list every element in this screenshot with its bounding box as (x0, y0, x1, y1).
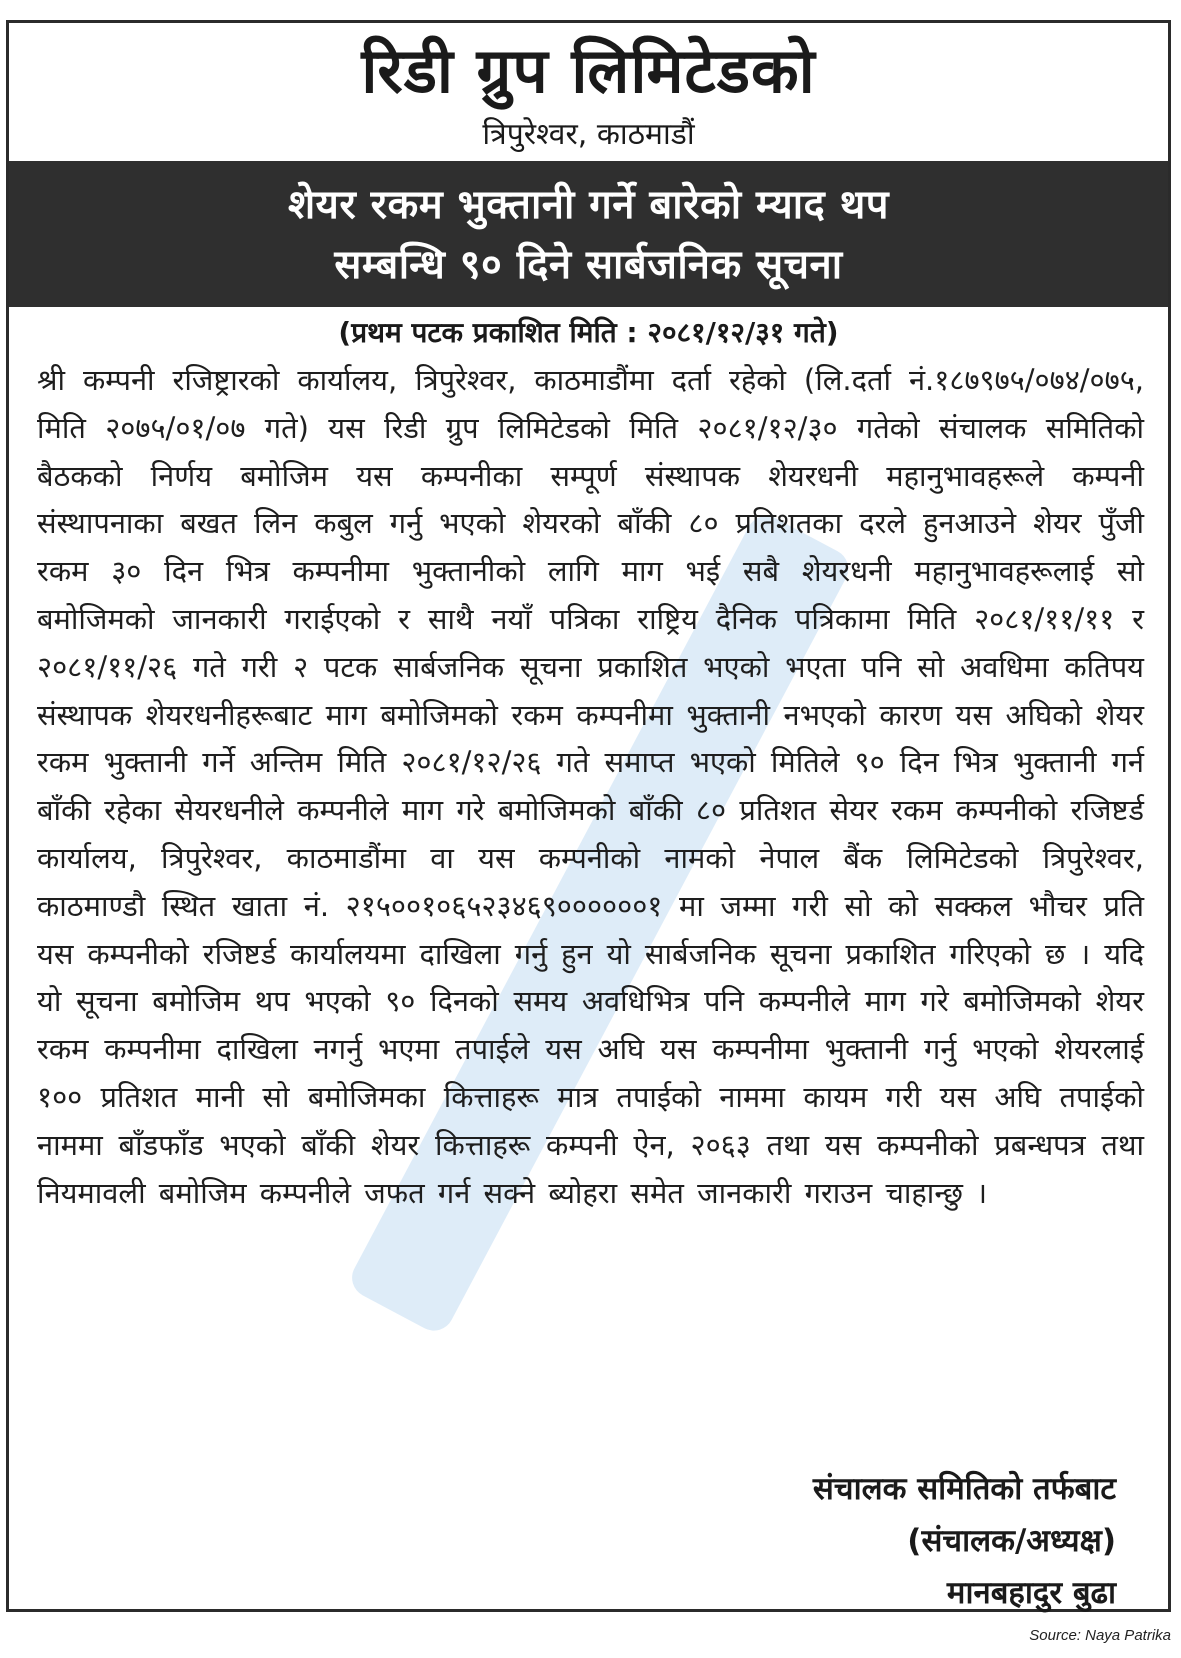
signatory-name: मानबहादुर बुढा (946, 1575, 1116, 1611)
source-credit: Source: Naya Patrika (1029, 1627, 1171, 1644)
notice-title-line-2: सम्बन्धि ९० दिने सार्बजनिक सूचना (334, 242, 843, 288)
signature-on-behalf: संचालक समितिको तर्फबाट (812, 1471, 1116, 1507)
company-address: त्रिपुरेश्वर, काठमाडौं (482, 117, 695, 152)
notice-title-line-1: शेयर रकम भुक्तानी गर्ने बारेको म्याद थप (287, 182, 890, 228)
signature-block (813, 1463, 1116, 1619)
notice-frame (6, 20, 1171, 1612)
publish-date: (प्रथम पटक प्रकाशित मिति : २०८१/१२/३१ गते) (338, 316, 839, 349)
company-name: रिडी ग्रुप लिमिटेडको (361, 34, 816, 107)
signature-designation: (संचालक/अध्यक्ष) (907, 1523, 1116, 1559)
notice-title-band (9, 161, 1168, 307)
notice-body-paragraph: श्री कम्पनी रजिष्ट्रारको कार्यालय, त्रिपुरेश्वर, काठमाडौंमा दर्ता रहेको (लि.दर्ता नं.१८७९७५/०७४/०७५, मिति २०७५/०१/०७ गते) यस रिडी ग्रुप लिमिटेडको मिति २०८१/१२/३० गतेको संचालक समितिको बैठकको निर्णय बमोजिम यस कम्पनीका सम्पूर्ण संस्थापक शेयरधनी महानुभावहरूले कम्पनी संस्थापनाका बखत लिन कबुल गर्नु भएको शेयरको बाँकी ८० प्रतिशतका दरले हुनआउने शेयर पुँजी रकम ३० दिन भित्र कम्पनीमा भुक्तानीको लागि माग भई सबै शेयरधनी महानुभावहरूलाई सो बमोजिमको जानकारी गराईएको र साथै नयाँ पत्रिका राष्ट्रिय दैनिक पत्रिकामा मिति २०८१/११/११ र २०८१/११/२६ गते गरी २ पटक सार्बजनिक सूचना प्रकाशित भएको भएता पनि सो अवधिमा कतिपय संस्थापक शेयरधनीहरूबाट माग बमोजिमको रकम कम्पनीमा भुक्तानी नभएको कारण यस अघिको शेयर रकम भुक्तानी गर्ने अन्तिम मिति २०८१/१२/२६ गते समाप्त भएको मितिले ९० दिन भित्र भुक्तानी गर्न बाँकी रहेका सेयरधनीले कम्पनीले माग गरे बमोजिमको बाँकी ८० प्रतिशत सेयर रकम कम्पनीको रजिष्टर्ड कार्यालय, त्रिपुरेश्वर, काठमाडौंमा वा यस कम्पनीको नामको नेपाल बैंक लिमिटेडको त्रिपुरेश्वर, काठमाण्डौ स्थित खाता नं. २१५००१०६५२३४६९००००००१ मा जम्मा गरी सो को सक्कल भौचर प्रति यस कम्पनीको रजिष्टर्ड कार्यालयमा दाखिला गर्नु हुन यो सार्बजनिक सूचना प्रकाशित गरिएको छ । यदि यो सूचना बमोजिम थप भएको ९० दिनको समय अवधिभित्र पनि कम्पनीले माग गरे बमोजिमको शेयर रकम कम्पनीमा दाखिला नगर्नु भएमा तपाईले यस अघि यस कम्पनीमा भुक्तानी गर्नु भएको शेयरलाई १०० प्रतिशत मानी सो बमोजिमका कित्ताहरू मात्र तपाईको नाममा कायम गरी यस अघि तपाईको नाममा बाँडफाँड भएको बाँकी शेयर कित्ताहरू कम्पनी ऐन, २०६३ तथा यस कम्पनीको प्रबन्धपत्र तथा नियमावली बमोजिम कम्पनीले जफत गर्न सक्ने ब्योहरा समेत जानकारी गराउन चाहान्छु । (37, 363, 1144, 1210)
